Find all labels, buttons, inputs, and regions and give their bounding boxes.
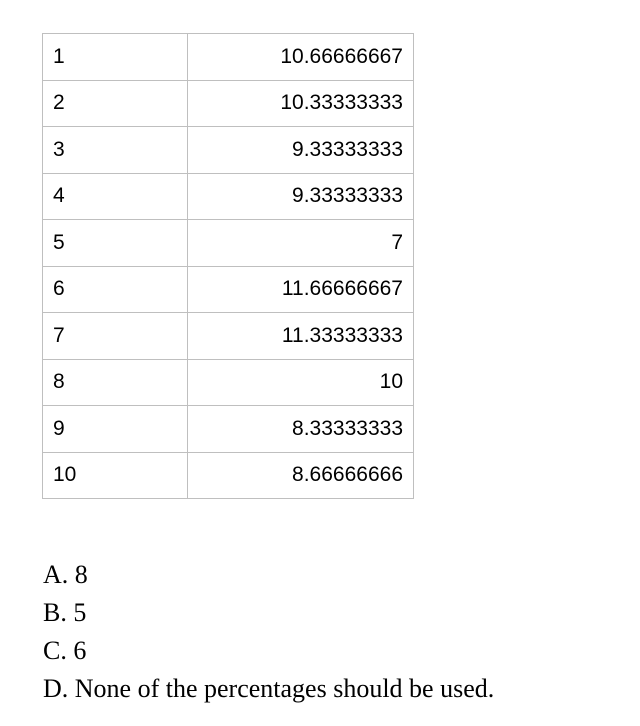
row-index-cell: 10 xyxy=(43,452,188,499)
table-row xyxy=(43,80,414,127)
table-row xyxy=(43,452,414,499)
table-row xyxy=(43,359,414,406)
table-row xyxy=(43,406,414,453)
row-index-cell: 2 xyxy=(43,80,188,127)
data-table xyxy=(42,33,414,499)
row-value-cell: 10 xyxy=(188,359,414,406)
option-b: B. 5 xyxy=(43,598,87,627)
row-index-cell: 9 xyxy=(43,406,188,453)
row-index-cell: 7 xyxy=(43,313,188,360)
row-value-cell: 11.33333333 xyxy=(188,313,414,360)
row-value-cell: 9.33333333 xyxy=(188,173,414,220)
option-d: D. None of the percentages should be used. xyxy=(43,674,495,703)
table-row xyxy=(43,266,414,313)
table-row xyxy=(43,220,414,267)
row-index-cell: 6 xyxy=(43,266,188,313)
row-index-cell: 3 xyxy=(43,127,188,174)
row-index-cell: 4 xyxy=(43,173,188,220)
row-value-cell: 10.33333333 xyxy=(188,80,414,127)
table-row xyxy=(43,173,414,220)
row-index-cell: 5 xyxy=(43,220,188,267)
row-value-cell: 8.66666666 xyxy=(188,452,414,499)
row-index-cell: 8 xyxy=(43,359,188,406)
row-index-cell: 1 xyxy=(43,34,188,81)
table-row xyxy=(43,34,414,81)
answer-options xyxy=(43,556,494,708)
row-value-cell: 8.33333333 xyxy=(188,406,414,453)
row-value-cell: 9.33333333 xyxy=(188,127,414,174)
row-value-cell: 11.66666667 xyxy=(188,266,414,313)
row-value-cell: 7 xyxy=(188,220,414,267)
row-value-cell: 10.66666667 xyxy=(188,34,414,81)
option-c: C. 6 xyxy=(43,636,87,665)
table-row xyxy=(43,313,414,360)
option-a: A. 8 xyxy=(43,560,88,589)
table-row xyxy=(43,127,414,174)
